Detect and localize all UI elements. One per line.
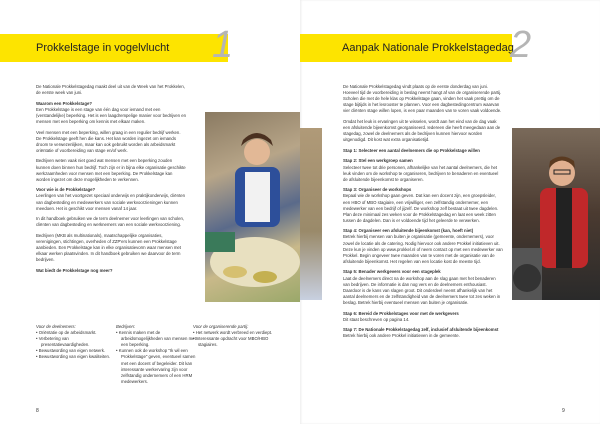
list-item: • Oriëntatie op de arbeidsmarkt. [36, 330, 118, 336]
step-text: Betrek hierbij mensen van buiten je organisatie (gemeente, ondernemers), voor zowel de locatie als de catering. Nodig hiervoor ook andere Prokkel initiatieven uit. Deze kun je vinden op www.prokkel.nl of neem contact op met een medewerker van Prokkel. Begin ongeveer twee maanden van te voren met de organisatie van de afsluitende bijeenkomst. Het regelen van een locatie kost de meeste tijd. [343, 234, 503, 264]
step-heading: Stap 1: Selecteer een aantal deelnemers die op Prokkelstage willen [343, 147, 480, 153]
benefits-organizer [193, 324, 283, 348]
step-text: Betrek hierbij ook andere Prokkel initiatieven in de gemeente. [343, 333, 460, 339]
benefits-companies [116, 324, 198, 385]
chapter-number: 2 [510, 24, 532, 66]
step-text: Selecteer twee tot drie personen, afhankelijke van het aantal deelnemers, die het leuk vinden om de workshop te organiseren, bedrijven te benaderen en eventueel de afsluitende bijeenkomst te organiseren. [343, 164, 499, 182]
kitchen-photo-continued [300, 128, 322, 300]
paragraph: Leerlingen van het voortgezet speciaal onderwijs en praktijkonderwijs, cliënten van dagbesteding en medewerkers van sociale werkvoorzieningen kunnen meedoen. Het is geschikt voor mensen vanaf 14 jaar. [36, 193, 186, 211]
page-number: 8 [36, 408, 39, 414]
chapter-title: Prokkelstage in vogelvlucht [36, 42, 170, 54]
list-item: • Het netwerk wordt verbreed en verdiept. [193, 330, 283, 336]
chapter-number: 1 [212, 24, 234, 66]
paragraph: Bedrijven weten vaak niet goed wat mensen met een beperking zouden kunnen doen binnen hun bedrijf. Toch zijn er in bijna elke organisatie geschikte werkzaamheden voor mensen met een beperking. De Prokkelstage kan worden ingezet om deze mogelijkheden te verkennen. [36, 158, 186, 182]
paragraph: Bedrijven (MKB als multinationals), maatschappelijke organisaties, verenigingen, stichtingen, overheden of ZZP'ers kunnen een Prokkelstage aanbieden. Een Prokkelstage kan in elke organisatievorm waar mensen met elkaar werken plaatsvinden. In dit handboek gebruiken we daarvoor de term bedrijven. [36, 232, 181, 263]
paragraph: Omdat het leuk is ervaringen uit te wisselen, wordt aan het eind van de dag vaak een afsluitende bijeenkomst georganiseerd. Iedereen die heeft meegedaan aan de stagedag, zowel de deelnemers als de bedrijven kunnen hiervoor worden uitgenodigd. Dit kost wat extra organisatietijd. [343, 118, 501, 143]
body-text [343, 84, 503, 344]
section-heading: Wat biedt de Prokkelstage nog meer? [36, 267, 113, 273]
right-page [300, 0, 600, 424]
list-item: • Bewustwording van eigen netwerk. [36, 348, 118, 354]
step-text: Laat de deelnemers direct na de workshop aan de slag gaan met het benaderen van bedrijven. De informatie is dan nog vers en de deelnemers enthousiast. Daardoor is de kans van slagen groot. Dit onderdeel neemt afhankelijk van het aantal deelnemers en de zelfstandigheid van de deelnemers twee tot zes weken in beslag. Betrek hierbij eventueel mensen van buiten je organisatie. [343, 275, 501, 305]
column-title: Bedrijven: [116, 324, 136, 329]
paragraph: Een Prokkelstage is een stage van één dag voor iemand met een (verstandelijke) beperking. Het is een laagdrempelige manier voor bedrijven en mensen met een beperking om kennis met elkaar maken. [36, 106, 186, 124]
list-item: • Kennis maken met de arbeidsmogelijkheden van mensen met een beperking. [116, 330, 198, 348]
chapter-banner [0, 34, 228, 62]
photo-illustration [205, 112, 300, 302]
paragraph: De Nationale Prokkelstagedag vindt plaats op de eerste donderdag van juni. Hoeveel tijd de voorbereiding in beslag neemt hangt af van de organiserende partij. Scholen die met de hele klas op Prokkelstage gaan, vinden het vaak prettig om de stage bijtijds in het lesrooster te plannen. Voor een dagbestedingcentrum waarvan vier cliënten stage willen lopen, is een paar maanden van te voren vaak voldoende. [343, 84, 502, 114]
step-heading: Stap 7: De Nationale Prokkelstagedag zelf, inclusief afsluitende bijeenkomst [343, 327, 499, 333]
chapter-title: Aanpak Nationale Prokkelstagedag [342, 42, 514, 54]
body-text [36, 84, 186, 274]
step-heading: Stap 5: Benader werkgevers voor een stageplek [343, 269, 441, 275]
paragraph: Veel mensen met een beperking, willen graag in een regulier bedrijf werken. De Prokkelstage geeft hen die kans. Het kan worden ingezet om iemands droom te verwezenlijken, maar kan ook gebruikt worden als arbeidsmarkt oriëntatie of voorbereiding van stage en/of werk. [36, 129, 181, 153]
column-title: Voor de organiserende partij: [193, 324, 249, 329]
list-item: • Bewustwording van eigen kwaliteiten. [36, 354, 118, 360]
paragraph: In dit handboek gebruiken we de term deelnemer voor leerlingen van scholen, cliënten van dagbesteding en werknemers van een sociale werkvoorziening. [36, 216, 185, 228]
section-heading: Waarom een Prokkelstage? [36, 100, 92, 106]
section-heading: Voor wie is de Prokkelstage? [36, 187, 96, 193]
page-number: 9 [562, 408, 565, 414]
step-heading: Stap 6: Bereid de Prokkelstages voor met de werkgevers [343, 310, 459, 316]
step-heading: Stap 3: Organiseer de workshops [343, 187, 412, 193]
photo-illustration [512, 128, 600, 300]
list-item: • Kunnen ook de workshop "Ik wil een Prokkelstage" geven, eventueel samen met een docent of begeleider. Dit kan interessante werkervaring zijn voor zelfstandig ondernemers of een HRM medewerkers. [116, 348, 198, 385]
benefits-participants [36, 324, 118, 361]
garage-photo [512, 128, 600, 300]
chapter-banner [300, 34, 512, 62]
kitchen-photo [205, 112, 300, 302]
step-heading: Stap 2: Stel een werkgroep samen [343, 158, 413, 164]
column-title: Voor de deelnemers: [36, 324, 76, 329]
list-item: • Interessante opdracht voor MBO/HBO stagiaires. [193, 336, 283, 348]
intro: De Nationale Prokkelstagedag maakt deel uit van de Week van het Prokkelen, de eerste week van juni. [36, 84, 185, 96]
list-item: • Verbetering van presentatievaardigheden. [36, 336, 118, 348]
step-heading: Stap 4: Organiseer een afsluitende bijeenkomst (kan, hoeft niet) [343, 228, 474, 234]
step-text: Bepaal wie de workshop gaan geven. Dat kan een docent zijn, een groepsleider, een HBO of MBO stagiaire, een vrijwilliger, een zelfstandig ondernemer, een medewerker van een bedrijf of jijzelf. De workshop zelf bestaat uit twee dagdelen. Plan deze minimaal zes weken voor de Prokkelstagedag en laat een week zitten tussen de dagdelen. Dan is er voldoende tijd het geleerde te verwerken. [343, 193, 499, 223]
step-text: Dit staat beschreven op pagina 14. [343, 316, 410, 322]
